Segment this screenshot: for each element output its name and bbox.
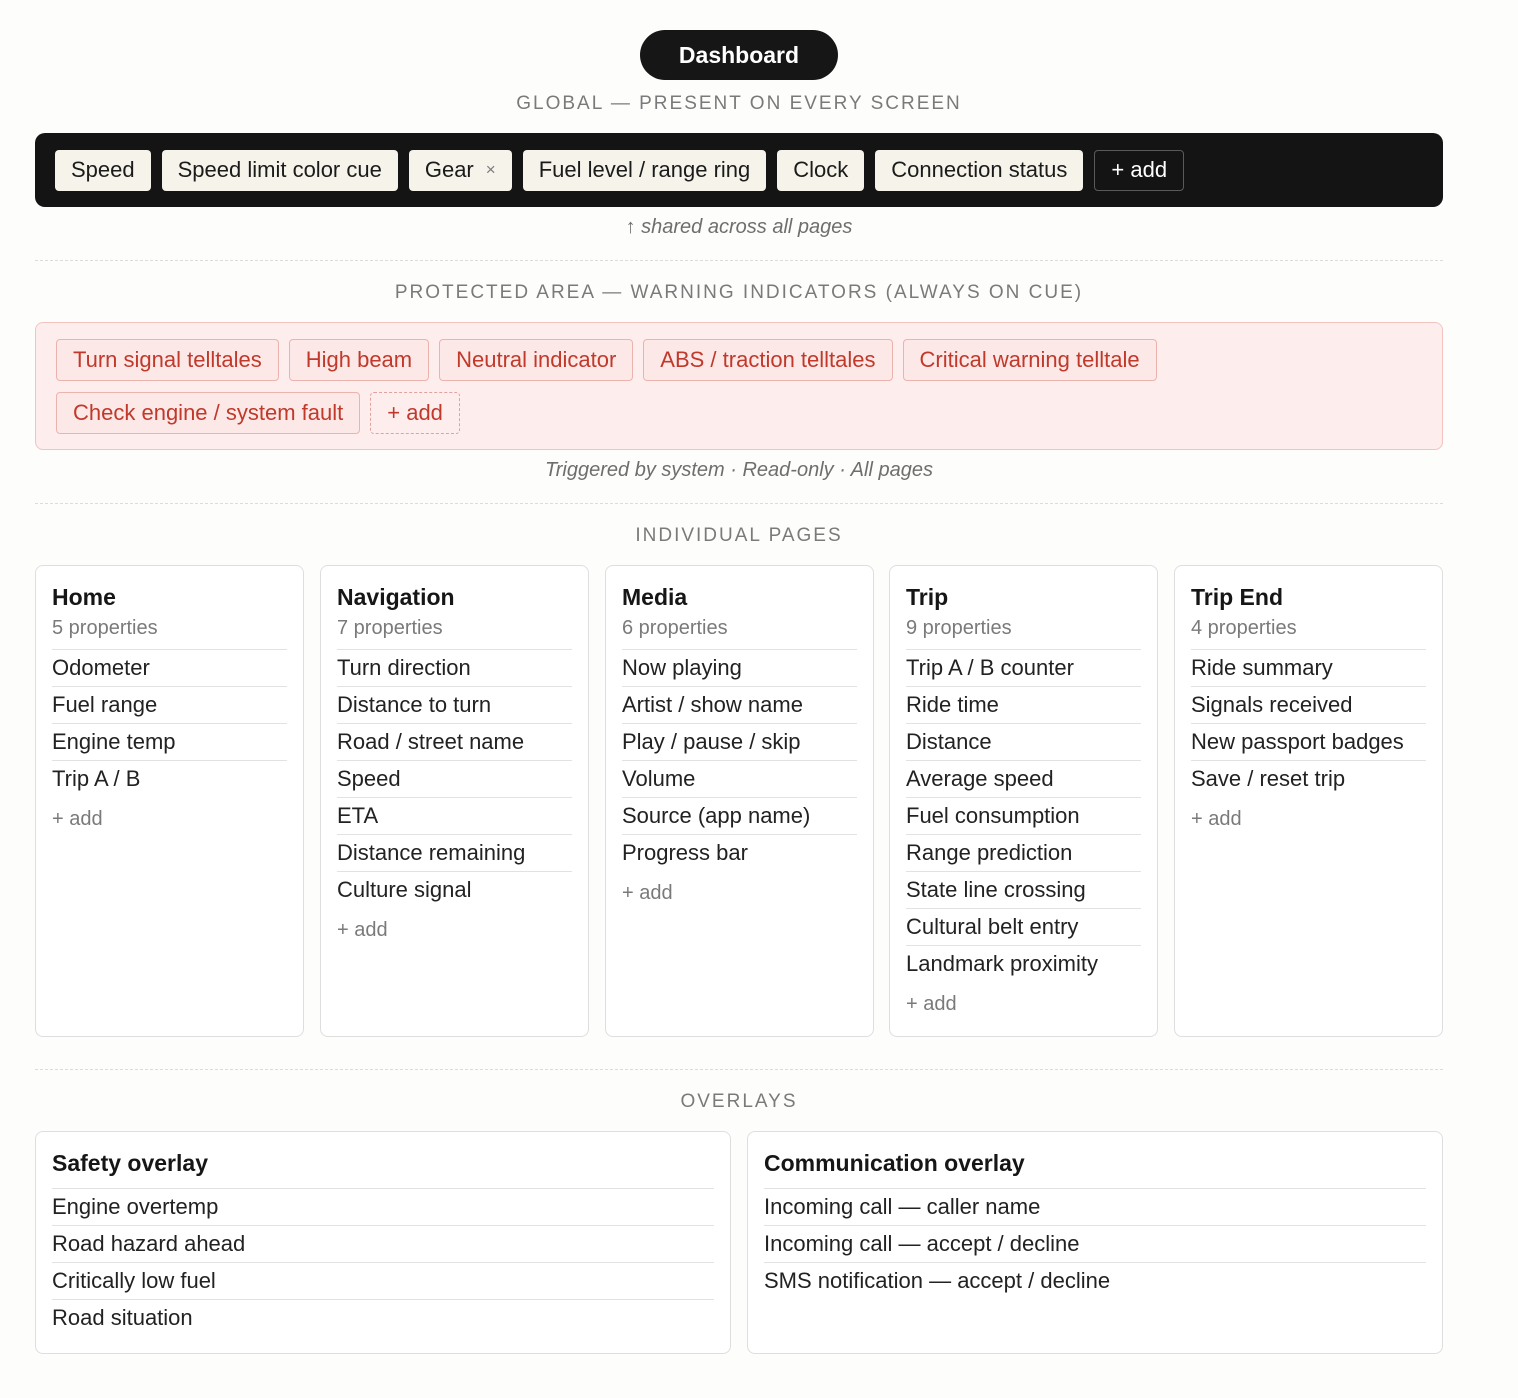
chip-label: Speed limit color cue	[177, 157, 382, 182]
pages-section-label: INDIVIDUAL PAGES	[635, 525, 843, 546]
property-item[interactable]: Range prediction	[906, 835, 1141, 872]
card-title: Home	[52, 584, 116, 610]
global-chip-gear[interactable]	[409, 150, 512, 191]
add-property-link[interactable]: + add	[1191, 808, 1242, 830]
global-chip-speed[interactable]	[55, 150, 151, 191]
property-item[interactable]: Road situation	[52, 1305, 193, 1330]
global-section-label: GLOBAL — PRESENT ON EVERY SCREEN	[516, 93, 962, 114]
property-item[interactable]: Engine temp	[52, 724, 287, 761]
property-item[interactable]: Now playing	[622, 650, 857, 687]
property-item[interactable]: Distance remaining	[337, 835, 572, 872]
property-list	[52, 1188, 714, 1337]
property-item[interactable]: Ride summary	[1191, 650, 1426, 687]
property-item[interactable]: Progress bar	[622, 840, 748, 865]
property-item[interactable]: Odometer	[52, 650, 287, 687]
property-item[interactable]: Ride time	[906, 687, 1141, 724]
protected-caption: Triggered by system · Read-only · All pages	[545, 459, 933, 481]
card-property-count: 4 properties	[1191, 617, 1297, 639]
protected-area	[35, 322, 1443, 450]
warning-chip-abs-traction[interactable]: ABS / traction telltales	[643, 339, 892, 381]
overlay-card-communication[interactable]	[747, 1131, 1443, 1354]
warning-chip-critical-warning[interactable]: Critical warning telltale	[903, 339, 1157, 381]
property-item[interactable]: Culture signal	[337, 877, 472, 902]
property-item[interactable]: Engine overtemp	[52, 1189, 714, 1226]
global-chip-connection-status[interactable]	[875, 150, 1083, 191]
overlays-section-label: OVERLAYS	[680, 1091, 798, 1112]
property-item[interactable]: State line crossing	[906, 872, 1141, 909]
property-item[interactable]: ETA	[337, 798, 572, 835]
page-cards	[35, 565, 1443, 1037]
card-property-count: 9 properties	[906, 617, 1012, 639]
card-property-count: 5 properties	[52, 617, 158, 639]
protected-add-button[interactable]: + add	[370, 392, 460, 434]
page-card-trip[interactable]	[889, 565, 1158, 1037]
card-title: Communication overlay	[764, 1150, 1025, 1176]
card-title: Trip	[906, 584, 949, 610]
divider	[35, 1069, 1443, 1070]
property-list	[337, 649, 572, 909]
property-item[interactable]: Artist / show name	[622, 687, 857, 724]
chip-label: Fuel level / range ring	[538, 157, 751, 182]
card-title: Media	[622, 584, 688, 610]
property-item[interactable]: Source (app name)	[622, 798, 857, 835]
warning-chip-high-beam[interactable]: High beam	[289, 339, 429, 381]
card-property-count: 7 properties	[337, 617, 443, 639]
page-card-media[interactable]	[605, 565, 874, 1037]
global-chip-speed-limit-cue[interactable]	[162, 150, 398, 191]
property-item[interactable]: Trip A / B	[52, 766, 141, 791]
warning-chip-neutral[interactable]: Neutral indicator	[439, 339, 633, 381]
property-item[interactable]: Road / street name	[337, 724, 572, 761]
property-item[interactable]: Speed	[337, 761, 572, 798]
property-item[interactable]: Fuel consumption	[906, 798, 1141, 835]
card-title: Navigation	[337, 584, 455, 610]
warning-chip-turn-signal[interactable]: Turn signal telltales	[56, 339, 279, 381]
property-item[interactable]: Road hazard ahead	[52, 1226, 714, 1263]
property-item[interactable]: Trip A / B counter	[906, 650, 1141, 687]
property-list	[1191, 649, 1426, 798]
page-card-navigation[interactable]	[320, 565, 589, 1037]
property-item[interactable]: Play / pause / skip	[622, 724, 857, 761]
global-chip-clock[interactable]	[777, 150, 864, 191]
remove-icon[interactable]: ×	[485, 160, 496, 179]
property-list	[764, 1188, 1426, 1300]
global-chip-fuel-level[interactable]	[523, 150, 767, 191]
chip-label: Connection status	[891, 157, 1068, 182]
global-caption: ↑ shared across all pages	[625, 216, 853, 238]
dashboard-title-button[interactable]: Dashboard	[640, 30, 838, 80]
property-item[interactable]: Distance to turn	[337, 687, 572, 724]
global-add-button[interactable]: + add	[1094, 150, 1184, 191]
page-card-trip-end[interactable]	[1174, 565, 1443, 1037]
chip-label: Speed	[71, 157, 135, 182]
card-title: Safety overlay	[52, 1150, 208, 1176]
add-property-link[interactable]: + add	[906, 993, 957, 1015]
divider	[35, 260, 1443, 261]
property-item[interactable]: Fuel range	[52, 687, 287, 724]
protected-section-label: PROTECTED AREA — WARNING INDICATORS (ALWAYS ON CUE)	[394, 282, 1084, 303]
property-list	[622, 649, 857, 872]
property-item[interactable]: Landmark proximity	[906, 951, 1098, 976]
property-item[interactable]: Incoming call — accept / decline	[764, 1226, 1426, 1263]
chip-label: Clock	[793, 157, 849, 182]
property-item[interactable]: New passport badges	[1191, 724, 1426, 761]
card-property-count: 6 properties	[622, 617, 728, 639]
property-list	[906, 649, 1141, 983]
property-list	[52, 649, 287, 798]
property-item[interactable]: SMS notification — accept / decline	[764, 1268, 1111, 1293]
page-card-home[interactable]	[35, 565, 304, 1037]
add-property-link[interactable]: + add	[337, 919, 388, 941]
global-bar	[35, 133, 1443, 207]
property-item[interactable]: Cultural belt entry	[906, 909, 1141, 946]
property-item[interactable]: Incoming call — caller name	[764, 1189, 1426, 1226]
property-item[interactable]: Save / reset trip	[1191, 766, 1346, 791]
property-item[interactable]: Volume	[622, 761, 857, 798]
property-item[interactable]: Distance	[906, 724, 1141, 761]
property-item[interactable]: Critically low fuel	[52, 1263, 714, 1300]
property-item[interactable]: Average speed	[906, 761, 1141, 798]
add-property-link[interactable]: + add	[52, 808, 103, 830]
chip-label: Gear	[424, 157, 474, 182]
overlay-card-safety[interactable]	[35, 1131, 731, 1354]
warning-chip-check-engine[interactable]: Check engine / system fault	[56, 392, 360, 434]
property-item[interactable]: Signals received	[1191, 687, 1426, 724]
card-title: Trip End	[1191, 584, 1283, 610]
divider	[35, 503, 1443, 504]
add-property-link[interactable]: + add	[622, 882, 673, 904]
property-item[interactable]: Turn direction	[337, 650, 572, 687]
